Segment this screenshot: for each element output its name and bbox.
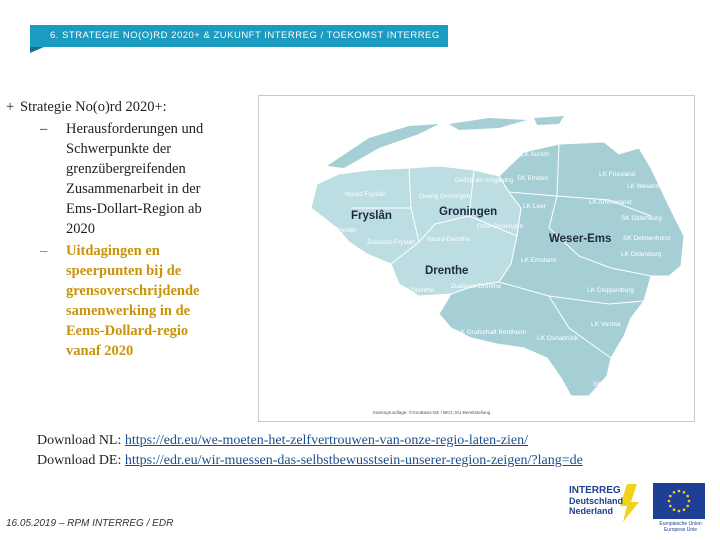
- slide-header-title: 6. STRATEGIE NO(O)RD 2020+ & ZUKUNFT INTERREG / TOEKOMST INTERREG: [50, 30, 440, 41]
- map-label-lk-ammerland: LK Ammerland: [589, 199, 632, 206]
- download-nl-row: [37, 431, 583, 451]
- map-label-lk-cloppenburg: LK Cloppenburg: [587, 287, 634, 294]
- bullet-dash: –: [40, 121, 48, 137]
- map-label-lk-leer: LK Leer: [523, 203, 546, 210]
- map-label-sk-wilhelmshaven: SK Wilhelmshaven: [607, 135, 662, 142]
- bullet-sub-nl: [6, 241, 236, 361]
- bullet-de-line: Herausforderungen und: [66, 121, 204, 137]
- interreg-logo-nl: Nederland: [569, 506, 614, 516]
- region-map-svg: [259, 96, 694, 421]
- bullet-de-line: grenzübergreifenden: [66, 161, 186, 177]
- bullet-nl-line: vanaf 2020: [66, 343, 134, 359]
- bullet-plus-mark: +: [6, 99, 15, 115]
- map-credit: Kartengrundlage: ©GeoBasis-DE / BKG; EU-Bereitstellung: [373, 410, 491, 415]
- eu-caption-de: Europäische Union: [659, 521, 702, 527]
- bullet-sub-de: [6, 119, 236, 239]
- map-label-sk-delmenhorst: SK Delmenhorst: [623, 235, 671, 242]
- bullet-nl-line: Eems-Dollard-regio: [66, 323, 189, 339]
- eu-caption-nl: Europese Unie: [663, 527, 698, 533]
- map-label-oost-groningen: Oost-Groningen: [477, 223, 524, 230]
- map-label-zuidwest-drenthe: Zuidwest-Drenthe: [383, 287, 435, 294]
- map-label-noord-drenthe: Noord-Drenthe: [427, 236, 470, 243]
- map-label-weser-ems: Weser-Ems: [549, 233, 612, 245]
- download-links: [37, 431, 583, 471]
- map-label-sk-osnabrueck: SK Osnabrück: [593, 381, 635, 388]
- eu-logo: [653, 483, 708, 533]
- interreg-logo-de: Deutschland: [569, 496, 624, 506]
- bullet-de-line: Schwerpunkte der: [66, 141, 172, 157]
- header-notch: [30, 47, 44, 53]
- download-de-label: Download DE:: [37, 453, 125, 468]
- eu-caption: [653, 521, 708, 533]
- bullet-nl-line: grensoverschrijdende: [66, 283, 200, 299]
- map-label-lk-bentheim: LK Grafschaft Bentheim: [457, 329, 527, 336]
- download-nl-label: Download NL:: [37, 433, 125, 448]
- map-island: [327, 124, 439, 168]
- bullet-de-line: Zusammenarbeit in der: [66, 181, 201, 197]
- bullet-nl-line: speerpunten bij de: [66, 263, 182, 279]
- bullet-main: [6, 97, 236, 117]
- map-label-noord-friesland: Noord Fryslân: [345, 191, 386, 198]
- download-nl-link[interactable]: https://edr.eu/we-moeten-het-zelfvertrouwen-van-onze-regio-laten-zien/: [124, 433, 528, 448]
- map-label-zuidwest-fryslan: Zuidwest-Fryslân: [307, 227, 357, 234]
- bullet-de-line: 2020: [66, 221, 95, 237]
- map-label-lk-friesland: LK Friesland: [599, 171, 636, 178]
- bullet-list: [6, 97, 236, 361]
- map-label-sk-oldenburg: SK Oldenburg: [621, 215, 662, 222]
- download-de-row: [37, 451, 583, 471]
- bullet-dash: –: [40, 243, 48, 259]
- map-label-lk-wesermarsch: LK Wesermarsch: [627, 183, 677, 190]
- map-island: [449, 118, 527, 130]
- slide-header-bar: [30, 25, 448, 47]
- bullet-de-line: Ems-Dollart-Region ab: [66, 201, 202, 217]
- map-label-lk-aurich: LK Aurich: [521, 151, 549, 158]
- map-label-lk-wittmund: LK Wittmund: [543, 133, 581, 140]
- map-label-zuidoost-drenthe: Zuidoost-Drenthe: [451, 283, 502, 290]
- map-label-lk-osnabrueck: LK Osnabrück: [537, 335, 579, 342]
- download-de-link[interactable]: https://edr.eu/wir-muessen-das-selbstbewusstsein-unserer-region-zeigen/?lang=de: [124, 453, 583, 468]
- map-label-delfzijl: Delfzijl en omgeving: [455, 177, 514, 184]
- interreg-logo-title: INTERREG: [569, 485, 621, 496]
- map-label-lk-vechta: LK Vechta: [591, 321, 621, 328]
- map-label-lk-emsland: LK Emsland: [521, 257, 557, 264]
- map-label-drenthe: Drenthe: [425, 265, 469, 277]
- bullet-nl-line: samenwerking in de: [66, 303, 191, 319]
- eu-stars-icon: [653, 483, 705, 519]
- bullet-main-text: Strategie No(o)rd 2020+:: [20, 99, 167, 115]
- map-island: [534, 116, 564, 125]
- region-map: [258, 95, 695, 422]
- map-label-groningen: Groningen: [439, 206, 498, 218]
- map-label-lk-oldenburg: LK Oldenburg: [621, 251, 662, 258]
- eu-flag-icon: [653, 483, 705, 519]
- footer-text: 16.05.2019 – RPM INTERREG / EDR: [6, 518, 174, 529]
- map-label-zuidoost-fryslan: Zuidoost-Fryslân: [367, 239, 416, 246]
- map-label-overig-groningen: Overig Groningen: [419, 193, 471, 200]
- bullet-nl-line: Uitdagingen en: [66, 243, 160, 259]
- map-label-frysland: Fryslân: [351, 210, 392, 222]
- interreg-logo: [565, 482, 643, 524]
- map-label-sk-emden: SK Emden: [517, 175, 549, 182]
